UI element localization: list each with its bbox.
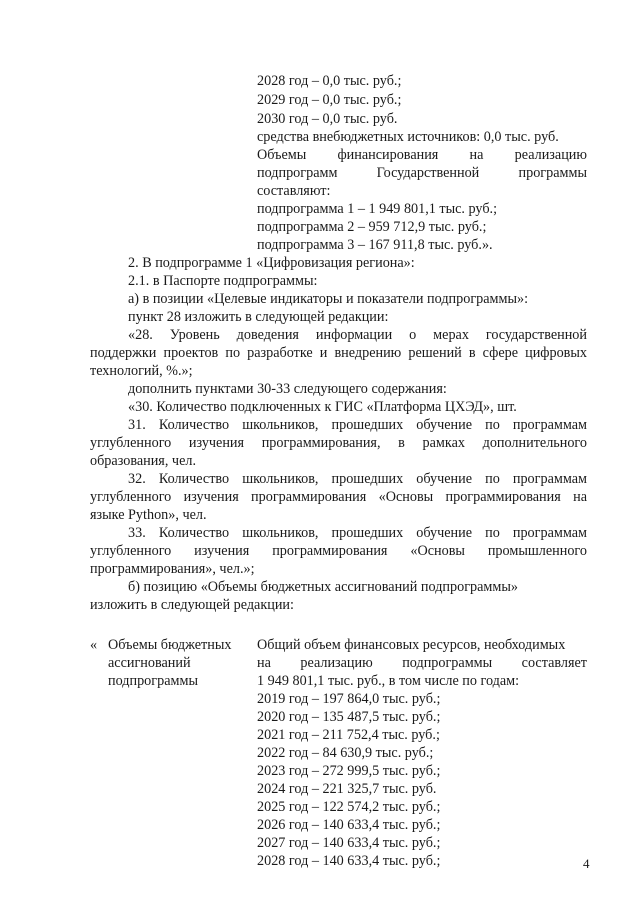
table-year-line: 2022 год – 84 630,9 тыс. руб.; — [257, 745, 434, 761]
financing-line-3: составляют: — [257, 183, 331, 199]
table-year-line: 2026 год – 140 633,4 тыс. руб.; — [257, 817, 441, 833]
item-32-line-3: языке Python», чел. — [90, 507, 207, 523]
paragraph-b-line-2: изложить в следующей редакции: — [90, 597, 294, 613]
offbudget-line: средства внебюджетных источников: 0,0 тыс. руб. — [257, 129, 559, 145]
item-31-line-1: 31. Количество школьников, прошедших обучение по программам — [128, 417, 587, 433]
table-left-line-3: подпрограммы — [108, 673, 198, 689]
table-year-line: 2020 год – 135 487,5 тыс. руб.; — [257, 709, 441, 725]
item-30: «30. Количество подключенных к ГИС «Платформа ЦХЭД», шт. — [128, 399, 517, 415]
quote-28-line-1: «28. Уровень доведения информации о мерах государственной — [128, 327, 587, 343]
item-33-line-1: 33. Количество школьников, прошедших обучение по программам — [128, 525, 587, 541]
table-right-line-1: Общий объем финансовых ресурсов, необходимых — [257, 637, 566, 653]
year-2029-line: 2029 год – 0,0 тыс. руб.; — [257, 92, 402, 108]
table-year-line: 2025 год – 122 574,2 тыс. руб.; — [257, 799, 441, 815]
item-32-line-2: углубленного изучения программирования «Основы программирования на — [90, 489, 587, 505]
financing-line-2: подпрограмм Государственной программы — [257, 165, 587, 181]
item-31-line-3: образования, чел. — [90, 453, 196, 469]
financing-line-1: Объемы финансирования на реализацию — [257, 147, 587, 163]
paragraph-add: дополнить пунктами 30-33 следующего содержания: — [128, 381, 447, 397]
paragraph-2-1: 2.1. в Паспорте подпрограммы: — [128, 273, 318, 289]
table-right-line-2: на реализацию подпрограммы составляет — [257, 655, 587, 671]
paragraph-2: 2. В подпрограмме 1 «Цифровизация региона»: — [128, 255, 415, 271]
table-right-line-3: 1 949 801,1 тыс. руб., в том числе по годам: — [257, 673, 520, 689]
paragraph-point-28: пункт 28 изложить в следующей редакции: — [128, 309, 389, 325]
subprogram-1-line: подпрограмма 1 – 1 949 801,1 тыс. руб.; — [257, 201, 498, 217]
item-33-line-2: углубленного изучения программирования «Основы промышленного — [90, 543, 587, 559]
table-left-line-2: ассигнований — [108, 655, 191, 671]
table-year-line: 2028 год – 140 633,4 тыс. руб.; — [257, 853, 441, 869]
page-number: 4 — [583, 856, 590, 871]
table-year-line: 2027 год – 140 633,4 тыс. руб.; — [257, 835, 441, 851]
year-2030-line: 2030 год – 0,0 тыс. руб. — [257, 111, 398, 127]
item-32-line-1: 32. Количество школьников, прошедших обучение по программам — [128, 471, 587, 487]
quote-28-line-2: поддержки проектов по разработке и внедрению решений в сфере цифровых — [90, 345, 587, 361]
subprogram-2-line: подпрограмма 2 – 959 712,9 тыс. руб.; — [257, 219, 487, 235]
paragraph-b-line-1: б) позицию «Объемы бюджетных ассигнований подпрограммы» — [128, 579, 518, 595]
table-year-line: 2024 год – 221 325,7 тыс. руб. — [257, 781, 437, 797]
table-year-line: 2021 год – 211 752,4 тыс. руб.; — [257, 727, 440, 743]
quote-28-line-3: технологий, %.»; — [90, 363, 193, 379]
paragraph-a: а) в позиции «Целевые индикаторы и показатели подпрограммы»: — [128, 291, 529, 307]
table-left-line-1: Объемы бюджетных — [108, 637, 232, 653]
subprogram-3-line: подпрограмма 3 – 167 911,8 тыс. руб.». — [257, 237, 493, 253]
opening-quote: « — [90, 637, 98, 653]
item-31-line-2: углубленного изучения программирования, в рамках дополнительного — [90, 435, 587, 451]
table-year-line: 2019 год – 197 864,0 тыс. руб.; — [257, 691, 441, 707]
item-33-line-3: программирования», чел.»; — [90, 561, 255, 577]
year-2028-line: 2028 год – 0,0 тыс. руб.; — [257, 73, 402, 89]
table-year-line: 2023 год – 272 999,5 тыс. руб.; — [257, 763, 441, 779]
